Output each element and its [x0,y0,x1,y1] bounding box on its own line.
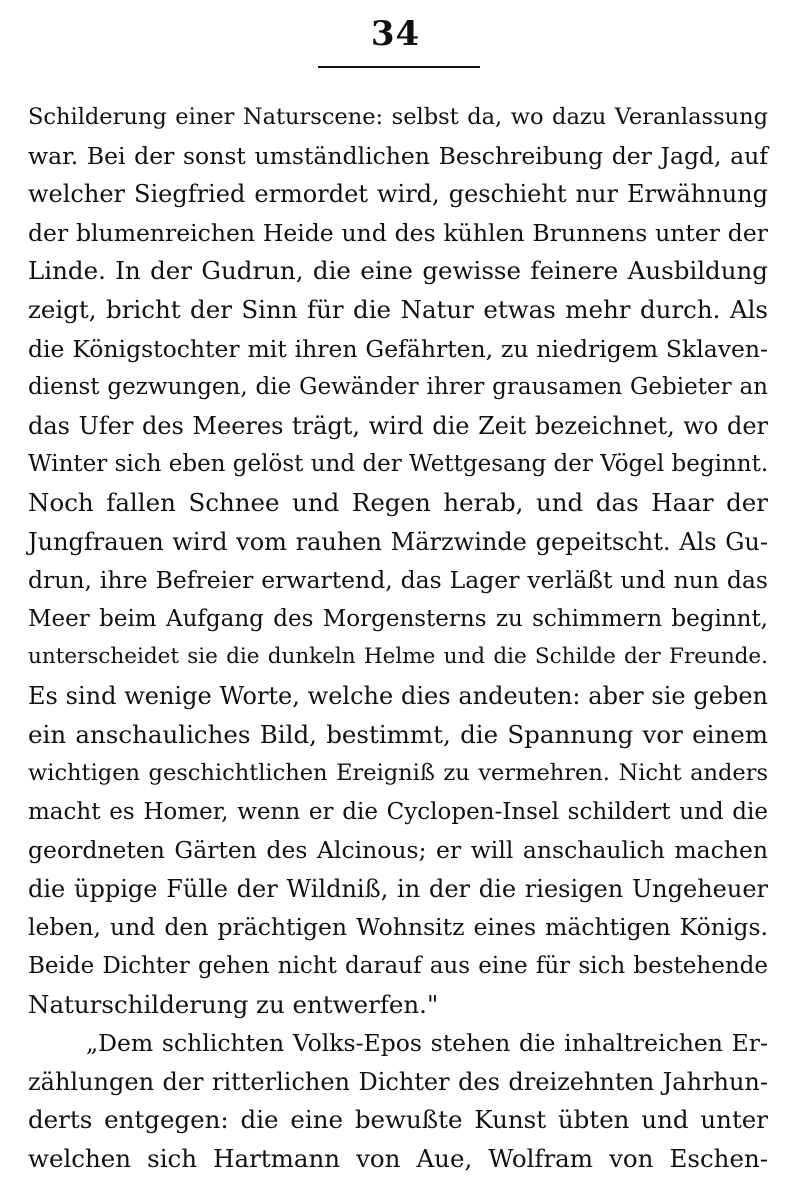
paragraph-start-line: „Dem schlichten Volks-Epos stehen die inhaltreichen Er- [86,1029,768,1058]
text-line: war. Bei der sonst umständlichen Beschreibung der Jagd, auf [28,141,768,170]
body-text [28,98,768,1179]
text-line: die Königstochter mit ihren Gefährten, zu niedrigem Sklaven- [28,334,768,363]
text-line: Noch fallen Schnee und Regen herab, und das Haar der [28,487,768,517]
text-line: Winter sich eben gelöst und der Wettgesang der Vögel beginnt. [28,451,769,478]
text-line: das Ufer des Meeres trägt, wird die Zeit bezeichnet, wo der [28,411,768,440]
text-line: ein anschauliches Bild, bestimmt, die Spannung vor einem [28,719,768,749]
text-line: Schilderung einer Naturscene: selbst da, wo dazu Veranlassung [28,104,768,130]
text-line: drun, ihre Befreier erwartend, das Lager verläßt und nun das [28,566,768,595]
text-line: zeigt, bricht der Sinn für die Natur etwas mehr durch. Als [28,294,768,324]
paragraph-end-line: Naturschilderung zu entwerfen." [28,989,439,1019]
text-line: macht es Homer, wenn er die Cyclopen-Insel schildert und die [28,798,768,825]
text-line: welchen sich Hartmann von Aue, Wolfram von Eschen- [28,1144,768,1174]
text-line: Es sind wenige Worte, welche dies andeuten: aber sie geben [28,681,768,710]
text-line: welcher Siegfried ermordet wird, geschieht nur Erwähnung [28,180,768,209]
page-number: 34 [370,14,421,54]
text-line: wichtigen geschichtlichen Ereigniß zu vermehren. Nicht anders [28,760,768,787]
text-line: Linde. In der Gudrun, die eine gewisse feinere Ausbildung [28,256,768,286]
text-line: zählungen der ritterlichen Dichter des dreizehnten Jahrhun- [28,1067,768,1096]
text-line: Beide Dichter gehen nicht darauf aus eine für sich bestehende [28,953,768,980]
text-line: geordneten Gärten des Alcinous; er will anschaulich machen [28,836,768,865]
text-line: der blumenreichen Heide und des kühlen Brunnens unter der [28,218,768,247]
text-line: Meer beim Aufgang des Morgensterns zu schimmern beginnt, [28,605,768,632]
text-line: dienst gezwungen, die Gewänder ihrer grausamen Gebieter an [28,374,768,401]
text-line: Jungfrauen wird vom rauhen Märzwinde gepeitscht. Als Gu- [28,527,768,556]
text-line: leben, und den prächtigen Wohnsitz eines mächtigen Königs. [28,913,768,942]
text-line: die üppige Fülle der Wildniß, in der die riesigen Ungeheuer [28,874,768,903]
text-line: unterscheidet sie die dunkeln Helme und die Schilde der Freunde. [28,644,768,670]
header-rule [318,66,480,68]
text-line: derts entgegen: die eine bewußte Kunst übten und unter [28,1105,768,1135]
